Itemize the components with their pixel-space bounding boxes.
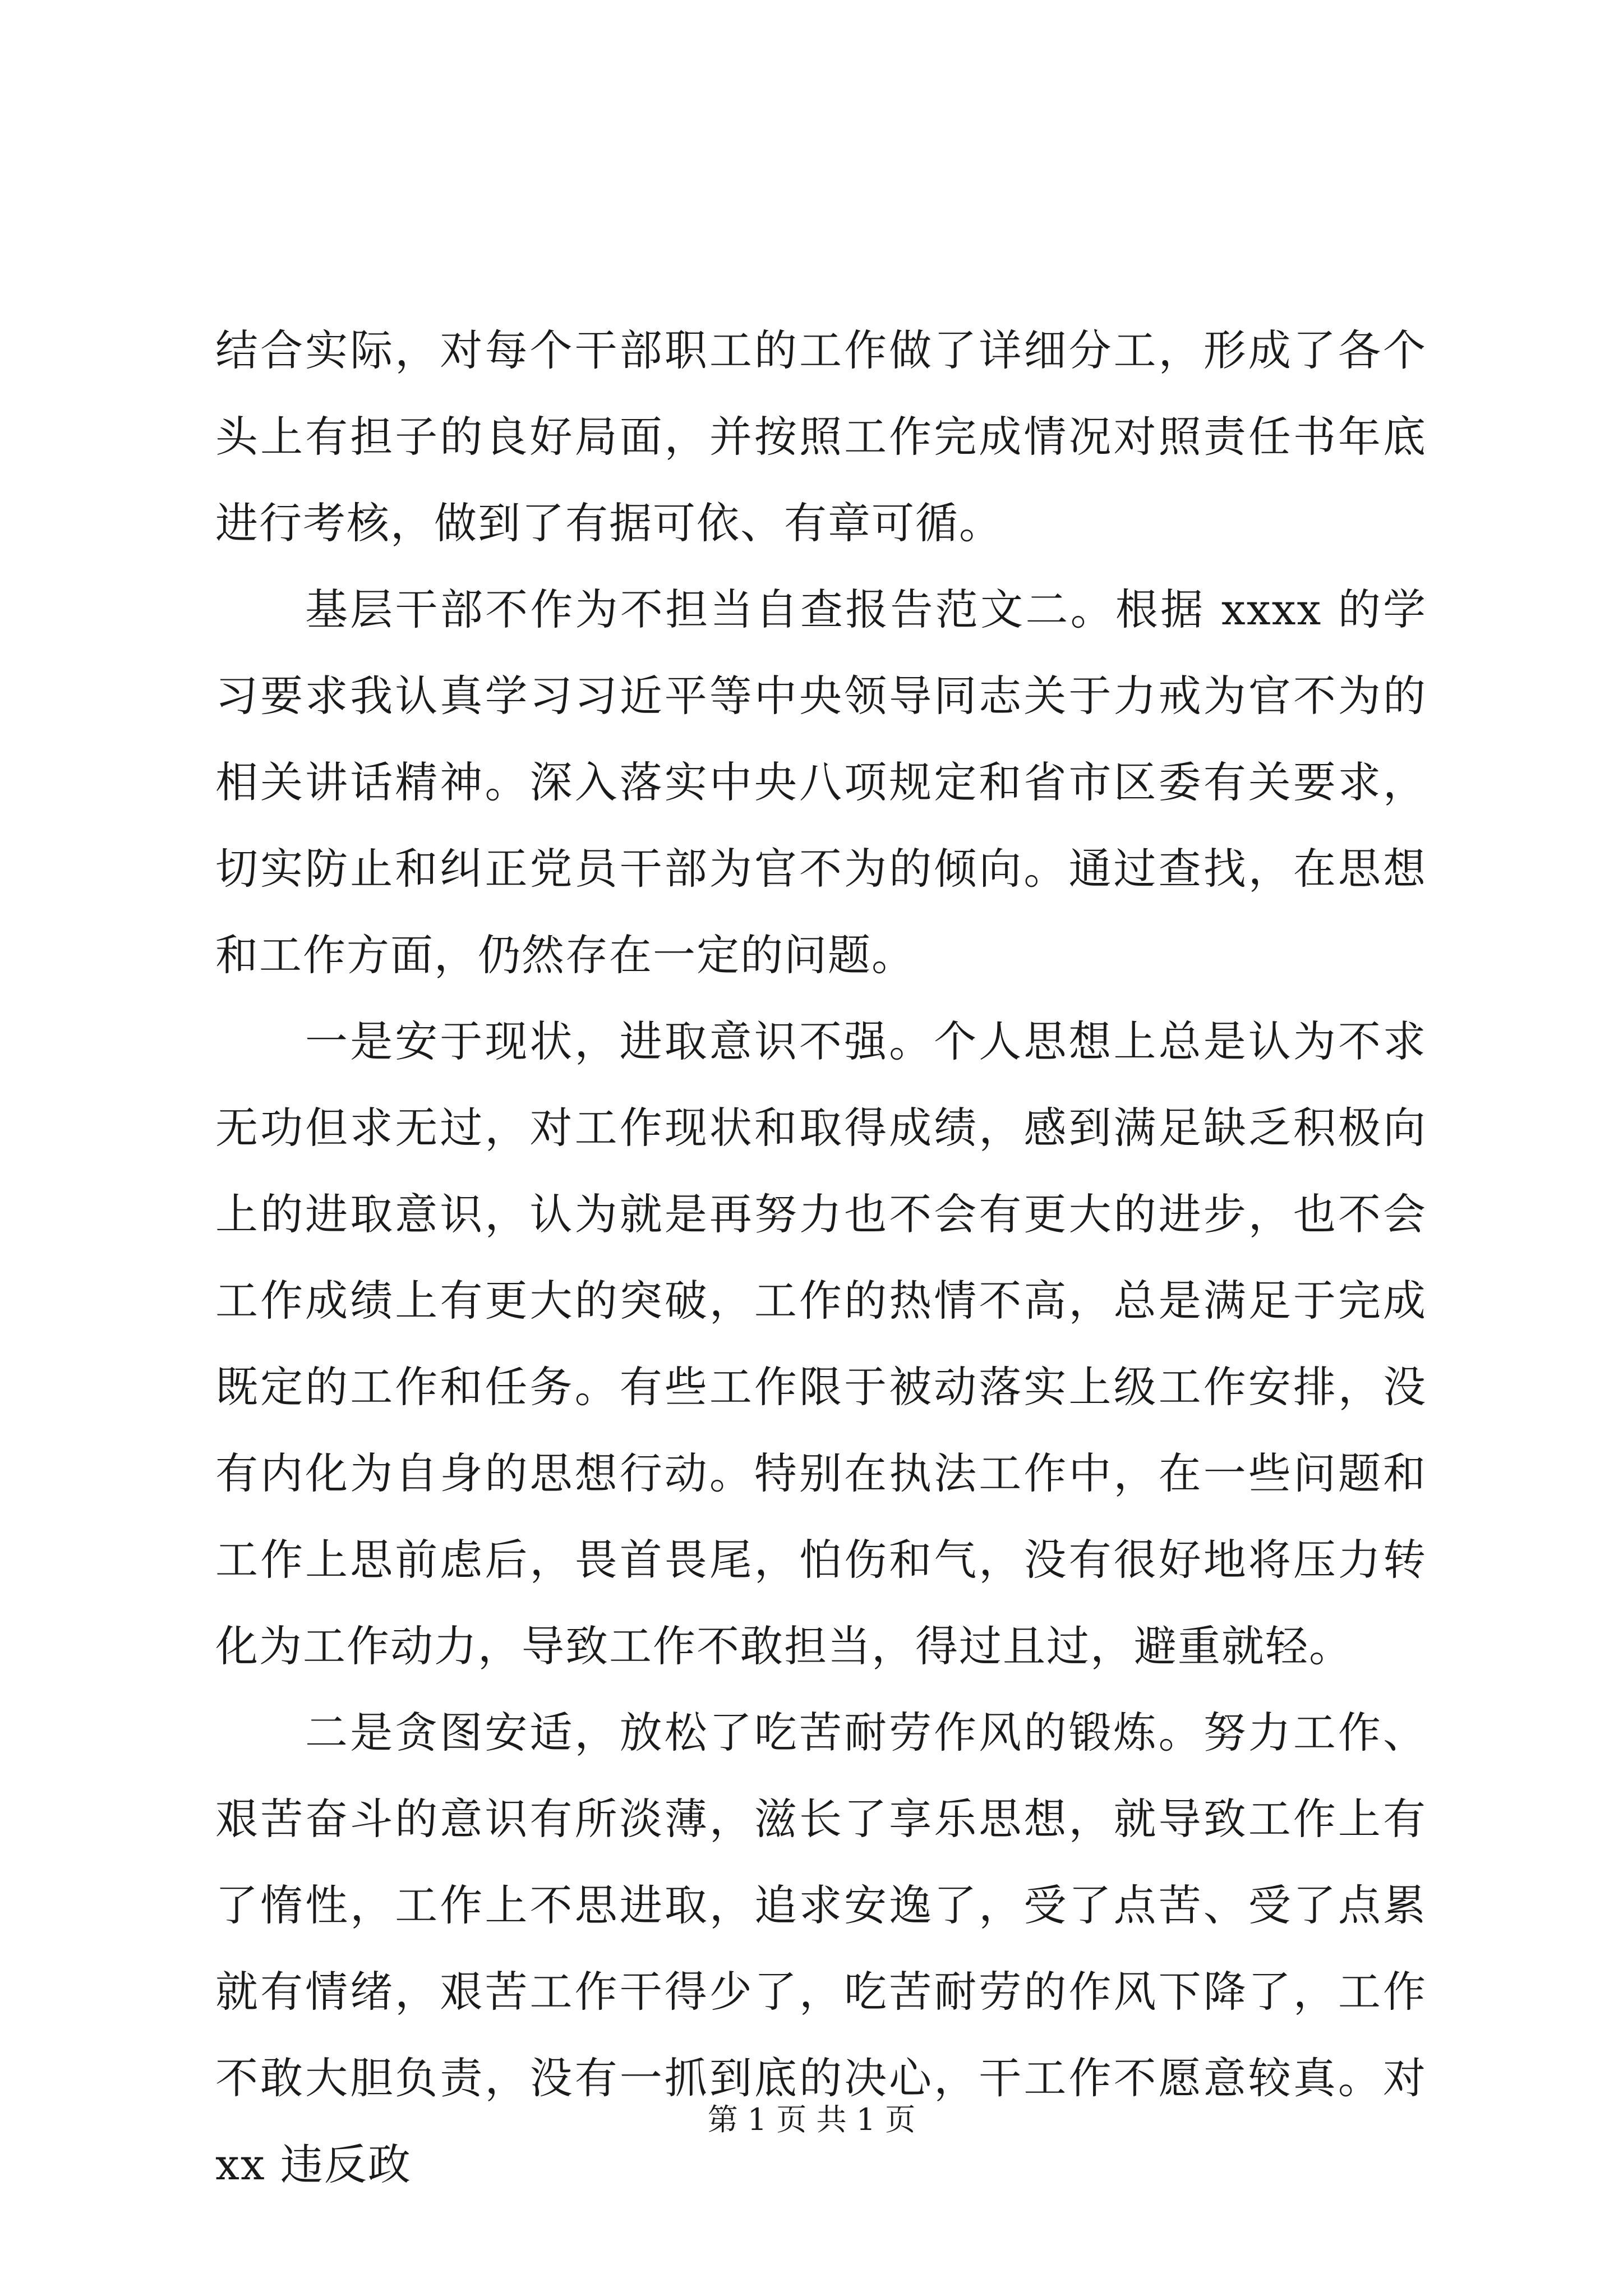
paragraph-sample-two-intro: 基层干部不作为不担当自查报告范文二。根据 xxxx 的学习要求我认真学习习近平等中央领导同志关于力戒为官不为的相关讲话精神。深入落实中央八项规定和省市区委有关要求，切实防止和纠正党员干部为官不为的倾向。通过查找，在思想和工作方面，仍然存在一定的问题。 <box>215 585 1427 980</box>
paragraph-issue-one: 一是安于现状，进取意识不强。个人思想上总是认为不求无功但求无过，对工作现状和取得成绩，感到满足缺乏积极向上的进取意识，认为就是再努力也不会有更大的进步，也不会工作成绩上有更大的突破，工作的热情不高，总是满足于完成既定的工作和任务。有些工作限于被动落实上级工作安排，没有内化为自身的思想行动。特别在执法工作中，在一些问题和工作上思前虑后，畏首畏尾，怕伤和气，没有很好地将压力转化为工作动力，导致工作不敢担当，得过且过，避重就轻。 <box>215 1016 1427 1671</box>
page-number-footer: 第 1 页 共 1 页 <box>707 2102 916 2137</box>
document-body <box>215 307 1427 2208</box>
paragraph-continuation: 结合实际，对每个干部职工的工作做了详细分工，形成了各个头上有担子的良好局面，并按照工作完成情况对照责任书年底进行考核，做到了有据可依、有章可循。 <box>215 325 1427 548</box>
paragraph-issue-two: 二是贪图安适，放松了吃苦耐劳作风的锻炼。努力工作、艰苦奋斗的意识有所淡薄，滋长了享乐思想，就导致工作上有了惰性，工作上不思进取，追求安逸了，受了点苦、受了点累就有情绪，艰苦工作干得少了，吃苦耐劳的作风下降了，工作不敢大胆负责，没有一抓到底的决心，干工作不愿意较真。对 xx 违反政 <box>215 1708 1427 2189</box>
